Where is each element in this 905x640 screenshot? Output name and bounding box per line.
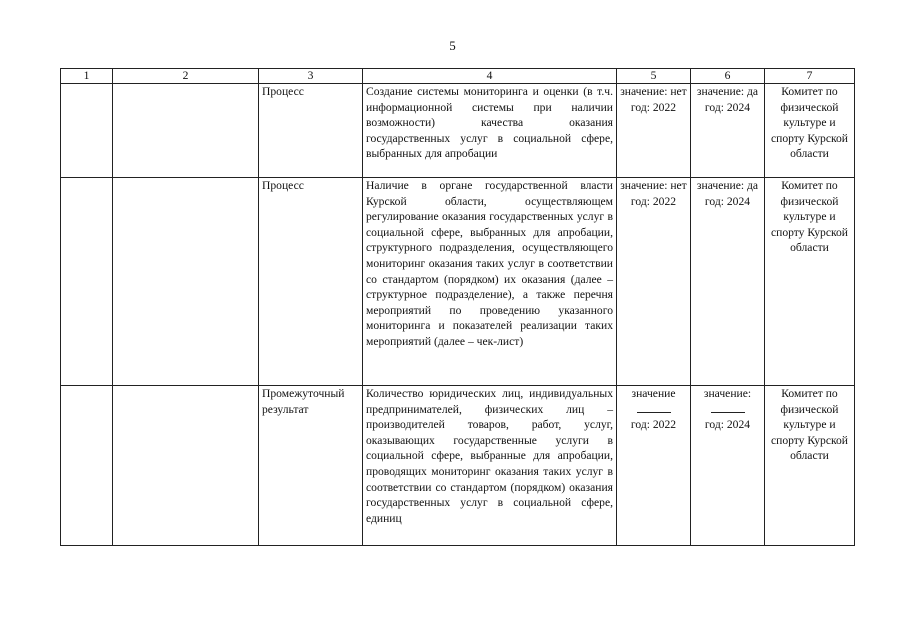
cell-col1 [61,386,113,546]
cell-col1 [61,84,113,178]
indicator-description [363,84,617,178]
description-text: Количество юридических лиц, индивидуальных предпринимателей, физических лиц – производителей товаров, работ, услуг, оказывающих государственные услуги в социальной сфере, выбранные для апробации, проводящих мониторинг оказания таких услуг в соответствии со стандартом (порядком) оказания государственных услуг в социальной сфере, единиц [366,387,613,525]
target-year: год: 2024 [704,418,751,432]
base-year: год: 2022 [630,418,677,432]
column-header-7: 7 [765,69,855,84]
cell-col1 [61,178,113,386]
table-row [61,386,855,546]
responsible-body: Комитет по физической культуре и спорту Курской области [765,386,855,546]
base-year: год: 2022 [630,100,677,114]
target-year: год: 2024 [704,100,751,114]
description-text: Наличие в органе государственной власти Курской области, осуществляющем регулирование оказания государственных услуг в социальной сфере, выбранных для апробации, структурного подразделения, осуществляющего мониторинг оказания таких услуг в соответствии со стандартом (порядком) их оказания (далее – структурное подразделение), а также перечня мероприятий по проведению указанного мониторинга и показателей реализации таких мероприятий (далее – чек-лист) [366,179,613,348]
blank-underline [694,402,761,418]
column-header-2: 2 [113,69,259,84]
base-value: значение: нет [620,179,687,192]
indicator-description [363,178,617,386]
cell-col2 [113,84,259,178]
indicator-description [363,386,617,546]
column-header-5: 5 [617,69,691,84]
target-value: значение: [703,387,752,400]
header-row [61,69,855,84]
table-row [61,178,855,386]
page-number: 5 [449,38,456,53]
target-value: значение: да [696,85,759,98]
base-year: год: 2022 [630,194,677,208]
base-value-cell [617,386,691,546]
table-row [61,84,855,178]
target-value-cell [691,178,765,386]
target-year: год: 2024 [704,194,751,208]
base-value: значение [631,387,676,400]
indicator-type: Промежуточный результат [259,386,363,546]
target-value-cell [691,386,765,546]
cell-col2 [113,178,259,386]
indicator-type: Процесс [259,84,363,178]
target-value-cell [691,84,765,178]
base-value-cell [617,178,691,386]
column-header-3: 3 [259,69,363,84]
target-value: значение: да [696,179,759,192]
responsible-body: Комитет по физической культуре и спорту Курской области [765,178,855,386]
base-value-cell [617,84,691,178]
column-header-6: 6 [691,69,765,84]
column-header-4: 4 [363,69,617,84]
cell-col2 [113,386,259,546]
blank-underline [620,402,687,418]
column-header-1: 1 [61,69,113,84]
base-value: значение: нет [620,85,687,98]
description-text: Создание системы мониторинга и оценки (в т.ч. информационной системы при наличии возможности) качества оказания государственных услуг в социальной сфере, выбранных для апробации [366,85,613,161]
indicator-type: Процесс [259,178,363,386]
measures-table [60,68,855,546]
responsible-body: Комитет по физической культуре и спорту Курской области [765,84,855,178]
